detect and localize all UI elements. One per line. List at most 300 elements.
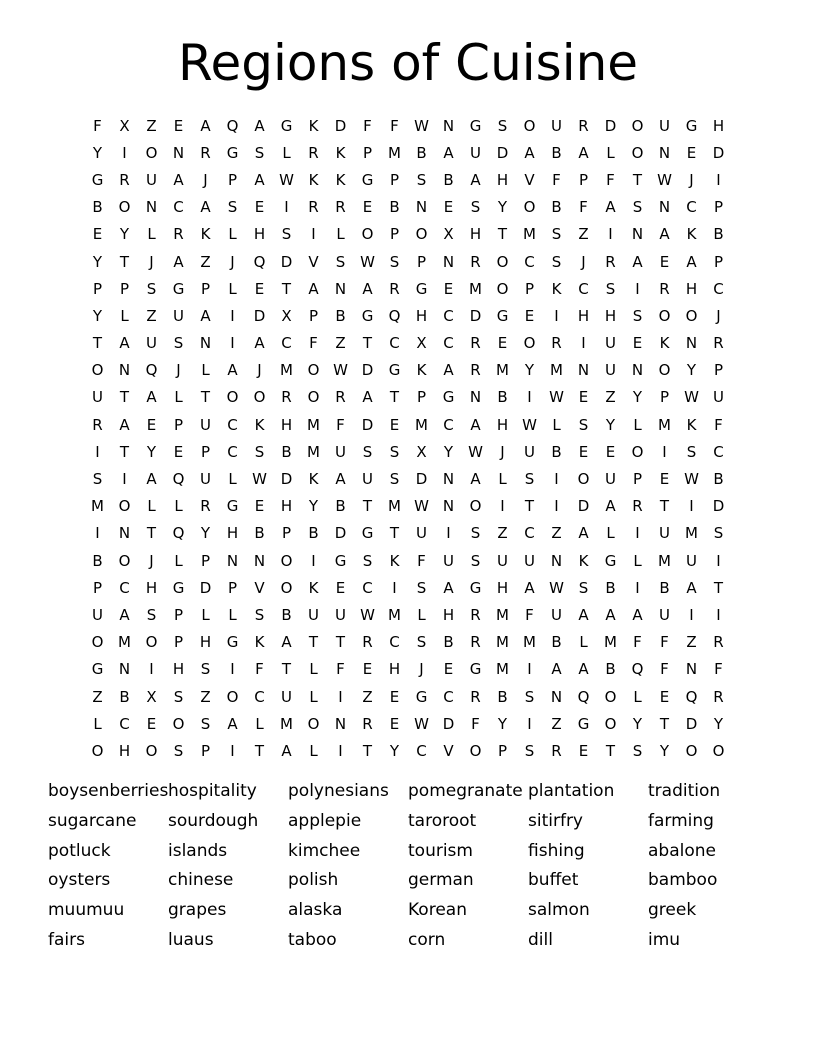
word-bank-item: chinese: [168, 870, 234, 891]
word-bank-item: fairs: [48, 929, 85, 950]
grid-letter: W: [549, 578, 564, 597]
grid-letter: R: [713, 633, 724, 652]
grid-letter: H: [199, 633, 212, 652]
grid-letter: I: [230, 660, 235, 679]
grid-letter: G: [361, 170, 374, 189]
grid-letter: L: [606, 143, 615, 162]
grid-letter: Z: [578, 225, 589, 244]
grid-row: [84, 384, 732, 411]
grid-letter: N: [577, 361, 590, 380]
grid-letter: B: [308, 524, 319, 543]
grid-letter: C: [524, 524, 535, 543]
grid-letter: Y: [389, 741, 400, 760]
grid-letter: T: [713, 578, 724, 597]
grid-letter: D: [334, 116, 347, 135]
word-bank-item: luaus: [168, 929, 214, 950]
grid-letter: I: [554, 306, 559, 325]
grid-letter: A: [551, 660, 562, 679]
grid-letter: P: [281, 524, 292, 543]
grid-letter: B: [443, 170, 454, 189]
grid-letter: S: [416, 578, 427, 597]
grid-letter: Z: [686, 633, 697, 652]
grid-letter: L: [498, 470, 507, 489]
grid-letter: H: [712, 116, 725, 135]
grid-letter: H: [469, 225, 482, 244]
grid-letter: J: [149, 252, 154, 271]
grid-letter: I: [527, 714, 532, 733]
grid-letter: A: [227, 714, 238, 733]
grid-letter: R: [389, 279, 400, 298]
grid-letter: G: [226, 633, 239, 652]
grid-letter: S: [173, 334, 184, 353]
grid-letter: E: [146, 415, 157, 434]
grid-letter: V: [443, 741, 454, 760]
grid-letter: N: [334, 714, 347, 733]
grid-letter: T: [389, 524, 400, 543]
grid-letter: J: [203, 170, 208, 189]
grid-letter: L: [417, 605, 426, 624]
grid-letter: D: [496, 143, 509, 162]
grid-letter: Y: [659, 741, 670, 760]
word-bank-item: taboo: [288, 929, 337, 950]
grid-letter: I: [554, 497, 559, 516]
grid-letter: S: [389, 252, 400, 271]
grid-letter: O: [685, 741, 698, 760]
grid-letter: I: [527, 388, 532, 407]
grid-row: [84, 574, 732, 601]
grid-letter: O: [145, 633, 158, 652]
grid-letter: F: [660, 633, 669, 652]
grid-letter: A: [200, 306, 211, 325]
grid-letter: F: [363, 116, 372, 135]
grid-row: [84, 656, 732, 683]
grid-letter: L: [174, 551, 183, 570]
grid-letter: G: [226, 497, 239, 516]
grid-letter: P: [200, 551, 211, 570]
grid-letter: K: [686, 225, 697, 244]
grid-letter: F: [471, 714, 480, 733]
grid-letter: E: [578, 388, 589, 407]
grid-letter: Y: [443, 442, 454, 461]
grid-letter: G: [388, 361, 401, 380]
grid-letter: S: [254, 442, 265, 461]
grid-letter: C: [173, 198, 184, 217]
word-bank-item: islands: [168, 840, 228, 861]
grid-letter: D: [334, 524, 347, 543]
grid-letter: S: [524, 470, 535, 489]
grid-letter: B: [551, 442, 562, 461]
grid-letter: O: [631, 116, 644, 135]
grid-letter: N: [442, 470, 455, 489]
grid-letter: W: [360, 605, 375, 624]
grid-letter: C: [443, 687, 454, 706]
grid-letter: W: [333, 361, 348, 380]
grid-row: [84, 411, 732, 438]
grid-letter: N: [658, 198, 671, 217]
grid-letter: I: [716, 170, 721, 189]
grid-letter: Y: [119, 225, 130, 244]
grid-letter: I: [689, 605, 694, 624]
grid-letter: P: [713, 361, 724, 380]
grid-letter: P: [173, 605, 184, 624]
grid-letter: R: [200, 497, 211, 516]
grid-letter: P: [200, 442, 211, 461]
grid-row: [84, 493, 732, 520]
grid-letter: K: [254, 415, 265, 434]
grid-letter: Z: [200, 252, 211, 271]
grid-letter: U: [308, 605, 319, 624]
grid-letter: S: [200, 660, 211, 679]
grid-letter: N: [199, 334, 212, 353]
grid-letter: T: [146, 524, 157, 543]
grid-letter: W: [414, 497, 429, 516]
grid-letter: C: [686, 198, 697, 217]
word-bank-item: applepie: [288, 810, 362, 831]
grid-letter: O: [91, 633, 104, 652]
grid-letter: U: [200, 415, 211, 434]
grid-letter: Z: [146, 306, 157, 325]
grid-letter: I: [608, 225, 613, 244]
grid-letter: M: [388, 605, 401, 624]
grid-letter: T: [200, 388, 211, 407]
grid-letter: L: [606, 524, 615, 543]
grid-letter: Z: [92, 687, 103, 706]
grid-letter: K: [308, 470, 319, 489]
grid-letter: S: [524, 741, 535, 760]
grid-letter: A: [443, 143, 454, 162]
grid-letter: A: [632, 252, 643, 271]
grid-letter: P: [713, 198, 724, 217]
grid-letter: E: [497, 334, 508, 353]
grid-letter: Y: [713, 714, 724, 733]
grid-letter: Y: [92, 143, 103, 162]
grid-letter: S: [173, 741, 184, 760]
grid-letter: L: [228, 470, 237, 489]
grid-row: [84, 601, 732, 628]
word-bank-item: buffet: [528, 870, 579, 891]
grid-letter: Y: [632, 388, 643, 407]
grid-row: [84, 683, 732, 710]
grid-letter: A: [119, 605, 130, 624]
grid-letter: M: [415, 415, 428, 434]
grid-letter: T: [119, 442, 130, 461]
grid-letter: T: [497, 225, 508, 244]
grid-letter: I: [500, 497, 505, 516]
grid-letter: I: [716, 551, 721, 570]
grid-letter: O: [712, 741, 725, 760]
grid-letter: P: [416, 388, 427, 407]
grid-letter: O: [226, 388, 239, 407]
grid-letter: A: [470, 470, 481, 489]
grid-letter: U: [146, 170, 157, 189]
grid-letter: M: [91, 497, 104, 516]
grid-row: [84, 166, 732, 193]
grid-letter: M: [496, 633, 509, 652]
grid-letter: U: [659, 605, 670, 624]
grid-letter: O: [226, 687, 239, 706]
grid-letter: O: [280, 578, 293, 597]
grid-letter: O: [307, 388, 320, 407]
grid-letter: E: [659, 252, 670, 271]
grid-letter: O: [91, 741, 104, 760]
grid-letter: R: [173, 225, 184, 244]
grid-letter: E: [443, 198, 454, 217]
grid-letter: J: [257, 361, 262, 380]
grid-letter: S: [686, 442, 697, 461]
grid-letter: R: [551, 741, 562, 760]
grid-letter: A: [632, 605, 643, 624]
grid-letter: U: [551, 116, 562, 135]
grid-letter: S: [416, 633, 427, 652]
grid-letter: G: [469, 116, 482, 135]
grid-letter: H: [118, 741, 131, 760]
grid-row: [84, 547, 732, 574]
grid-letter: J: [176, 361, 181, 380]
grid-letter: B: [119, 687, 130, 706]
word-bank-item: polynesians: [288, 781, 389, 801]
grid-letter: A: [281, 741, 292, 760]
grid-letter: X: [416, 334, 427, 353]
grid-letter: L: [201, 361, 210, 380]
grid-letter: R: [578, 116, 589, 135]
grid-letter: A: [524, 143, 535, 162]
grid-letter: D: [280, 252, 293, 271]
grid-letter: F: [714, 660, 723, 679]
grid-letter: N: [685, 334, 698, 353]
grid-letter: N: [658, 143, 671, 162]
grid-letter: B: [497, 388, 508, 407]
grid-letter: Y: [200, 524, 211, 543]
grid-letter: X: [281, 306, 292, 325]
grid-letter: R: [308, 198, 319, 217]
grid-letter: P: [308, 306, 319, 325]
grid-row: [84, 112, 732, 139]
grid-letter: O: [91, 361, 104, 380]
grid-letter: B: [281, 442, 292, 461]
grid-letter: R: [713, 687, 724, 706]
grid-letter: I: [716, 605, 721, 624]
grid-letter: I: [122, 470, 127, 489]
grid-letter: A: [362, 388, 373, 407]
grid-letter: N: [442, 252, 455, 271]
grid-letter: G: [280, 116, 293, 135]
grid-letter: Z: [200, 687, 211, 706]
grid-letter: O: [307, 714, 320, 733]
grid-letter: S: [254, 605, 265, 624]
word-bank-item: hospitality: [168, 781, 257, 801]
grid-letter: K: [254, 633, 265, 652]
grid-letter: P: [227, 170, 238, 189]
grid-letter: U: [524, 551, 535, 570]
word-bank-item: grapes: [168, 900, 227, 921]
grid-letter: N: [334, 279, 347, 298]
grid-letter: B: [443, 633, 454, 652]
grid-letter: E: [659, 687, 670, 706]
word-bank-item: german: [408, 870, 474, 891]
grid-letter: T: [254, 741, 265, 760]
grid-letter: W: [522, 415, 537, 434]
grid-letter: P: [632, 470, 643, 489]
grid-letter: C: [713, 442, 724, 461]
grid-letter: N: [631, 361, 644, 380]
grid-letter: S: [281, 225, 292, 244]
grid-letter: C: [443, 306, 454, 325]
grid-letter: G: [415, 279, 428, 298]
grid-letter: S: [497, 116, 508, 135]
grid-letter: P: [713, 252, 724, 271]
grid-letter: A: [443, 578, 454, 597]
grid-letter: D: [361, 361, 374, 380]
grid-letter: H: [280, 415, 293, 434]
grid-letter: C: [227, 442, 238, 461]
grid-letter: O: [469, 741, 482, 760]
grid-letter: P: [200, 741, 211, 760]
grid-letter: L: [228, 279, 237, 298]
grid-letter: E: [632, 334, 643, 353]
grid-letter: N: [631, 225, 644, 244]
grid-letter: M: [658, 415, 671, 434]
grid-letter: T: [362, 741, 373, 760]
grid-letter: A: [470, 415, 481, 434]
grid-letter: K: [389, 551, 400, 570]
grid-letter: F: [633, 633, 642, 652]
grid-letter: B: [389, 198, 400, 217]
grid-letter: N: [145, 198, 158, 217]
grid-letter: K: [308, 170, 319, 189]
grid-letter: B: [92, 198, 103, 217]
grid-letter: A: [659, 225, 670, 244]
grid-letter: Q: [685, 687, 698, 706]
grid-letter: O: [523, 198, 536, 217]
grid-letter: S: [551, 225, 562, 244]
grid-letter: A: [605, 497, 616, 516]
grid-letter: O: [118, 497, 131, 516]
grid-letter: R: [281, 388, 292, 407]
grid-letter: L: [309, 741, 318, 760]
grid-letter: I: [338, 741, 343, 760]
grid-letter: O: [145, 143, 158, 162]
grid-letter: O: [415, 225, 428, 244]
grid-letter: S: [605, 279, 616, 298]
grid-letter: A: [119, 334, 130, 353]
word-bank-item: sourdough: [168, 810, 259, 831]
grid-letter: S: [470, 524, 481, 543]
grid-letter: W: [549, 388, 564, 407]
grid-letter: A: [362, 279, 373, 298]
grid-letter: U: [605, 334, 616, 353]
grid-letter: G: [334, 551, 347, 570]
word-bank-item: fishing: [528, 840, 585, 861]
grid-letter: A: [227, 361, 238, 380]
grid-letter: C: [443, 334, 454, 353]
grid-letter: R: [200, 143, 211, 162]
grid-letter: O: [496, 279, 509, 298]
grid-letter: E: [254, 497, 265, 516]
grid-letter: D: [253, 306, 266, 325]
grid-letter: S: [335, 252, 346, 271]
grid-letter: O: [631, 442, 644, 461]
grid-letter: J: [419, 660, 424, 679]
grid-letter: K: [686, 415, 697, 434]
grid-letter: O: [496, 252, 509, 271]
grid-letter: I: [338, 687, 343, 706]
word-bank-item: polish: [288, 870, 339, 891]
grid-letter: T: [605, 741, 616, 760]
grid-letter: D: [685, 714, 698, 733]
grid-letter: U: [335, 605, 346, 624]
grid-letter: S: [470, 198, 481, 217]
grid-letter: M: [496, 605, 509, 624]
grid-letter: S: [389, 442, 400, 461]
grid-letter: E: [443, 660, 454, 679]
grid-letter: W: [360, 252, 375, 271]
grid-letter: L: [336, 225, 345, 244]
grid-letter: H: [685, 279, 698, 298]
grid-row: [84, 438, 732, 465]
grid-letter: N: [253, 551, 266, 570]
grid-letter: A: [686, 578, 697, 597]
grid-letter: M: [523, 633, 536, 652]
grid-letter: A: [308, 279, 319, 298]
grid-letter: I: [230, 334, 235, 353]
grid-letter: T: [119, 388, 130, 407]
grid-letter: S: [578, 578, 589, 597]
grid-letter: E: [362, 660, 373, 679]
grid-row: [84, 520, 732, 547]
grid-letter: U: [362, 470, 373, 489]
grid-letter: R: [551, 334, 562, 353]
grid-letter: B: [713, 225, 724, 244]
grid-letter: S: [632, 741, 643, 760]
grid-letter: S: [632, 198, 643, 217]
grid-letter: B: [335, 306, 346, 325]
grid-letter: U: [416, 524, 427, 543]
grid-letter: E: [335, 578, 346, 597]
grid-letter: L: [174, 388, 183, 407]
grid-letter: N: [442, 116, 455, 135]
grid-letter: A: [200, 198, 211, 217]
grid-letter: X: [119, 116, 130, 135]
grid-letter: J: [689, 170, 694, 189]
grid-letter: Z: [551, 524, 562, 543]
grid-letter: E: [578, 442, 589, 461]
grid-letter: U: [92, 388, 103, 407]
grid-letter: N: [469, 388, 482, 407]
grid-letter: A: [200, 116, 211, 135]
grid-letter: R: [470, 605, 481, 624]
grid-letter: A: [470, 170, 481, 189]
grid-letter: J: [500, 442, 505, 461]
grid-letter: P: [227, 578, 238, 597]
grid-letter: S: [146, 605, 157, 624]
grid-letter: Q: [631, 660, 644, 679]
grid-letter: E: [443, 279, 454, 298]
grid-letter: E: [578, 741, 589, 760]
grid-letter: M: [496, 361, 509, 380]
grid-letter: A: [578, 524, 589, 543]
word-bank-item: farming: [648, 810, 714, 831]
grid-letter: U: [713, 388, 724, 407]
grid-letter: C: [119, 714, 130, 733]
grid-letter: F: [417, 551, 426, 570]
grid-letter: M: [496, 660, 509, 679]
word-bank-item: imu: [648, 929, 681, 950]
grid-letter: K: [659, 334, 670, 353]
grid-letter: T: [362, 497, 373, 516]
grid-letter: P: [362, 143, 373, 162]
word-bank-item: plantation: [528, 781, 615, 801]
grid-letter: I: [662, 442, 667, 461]
